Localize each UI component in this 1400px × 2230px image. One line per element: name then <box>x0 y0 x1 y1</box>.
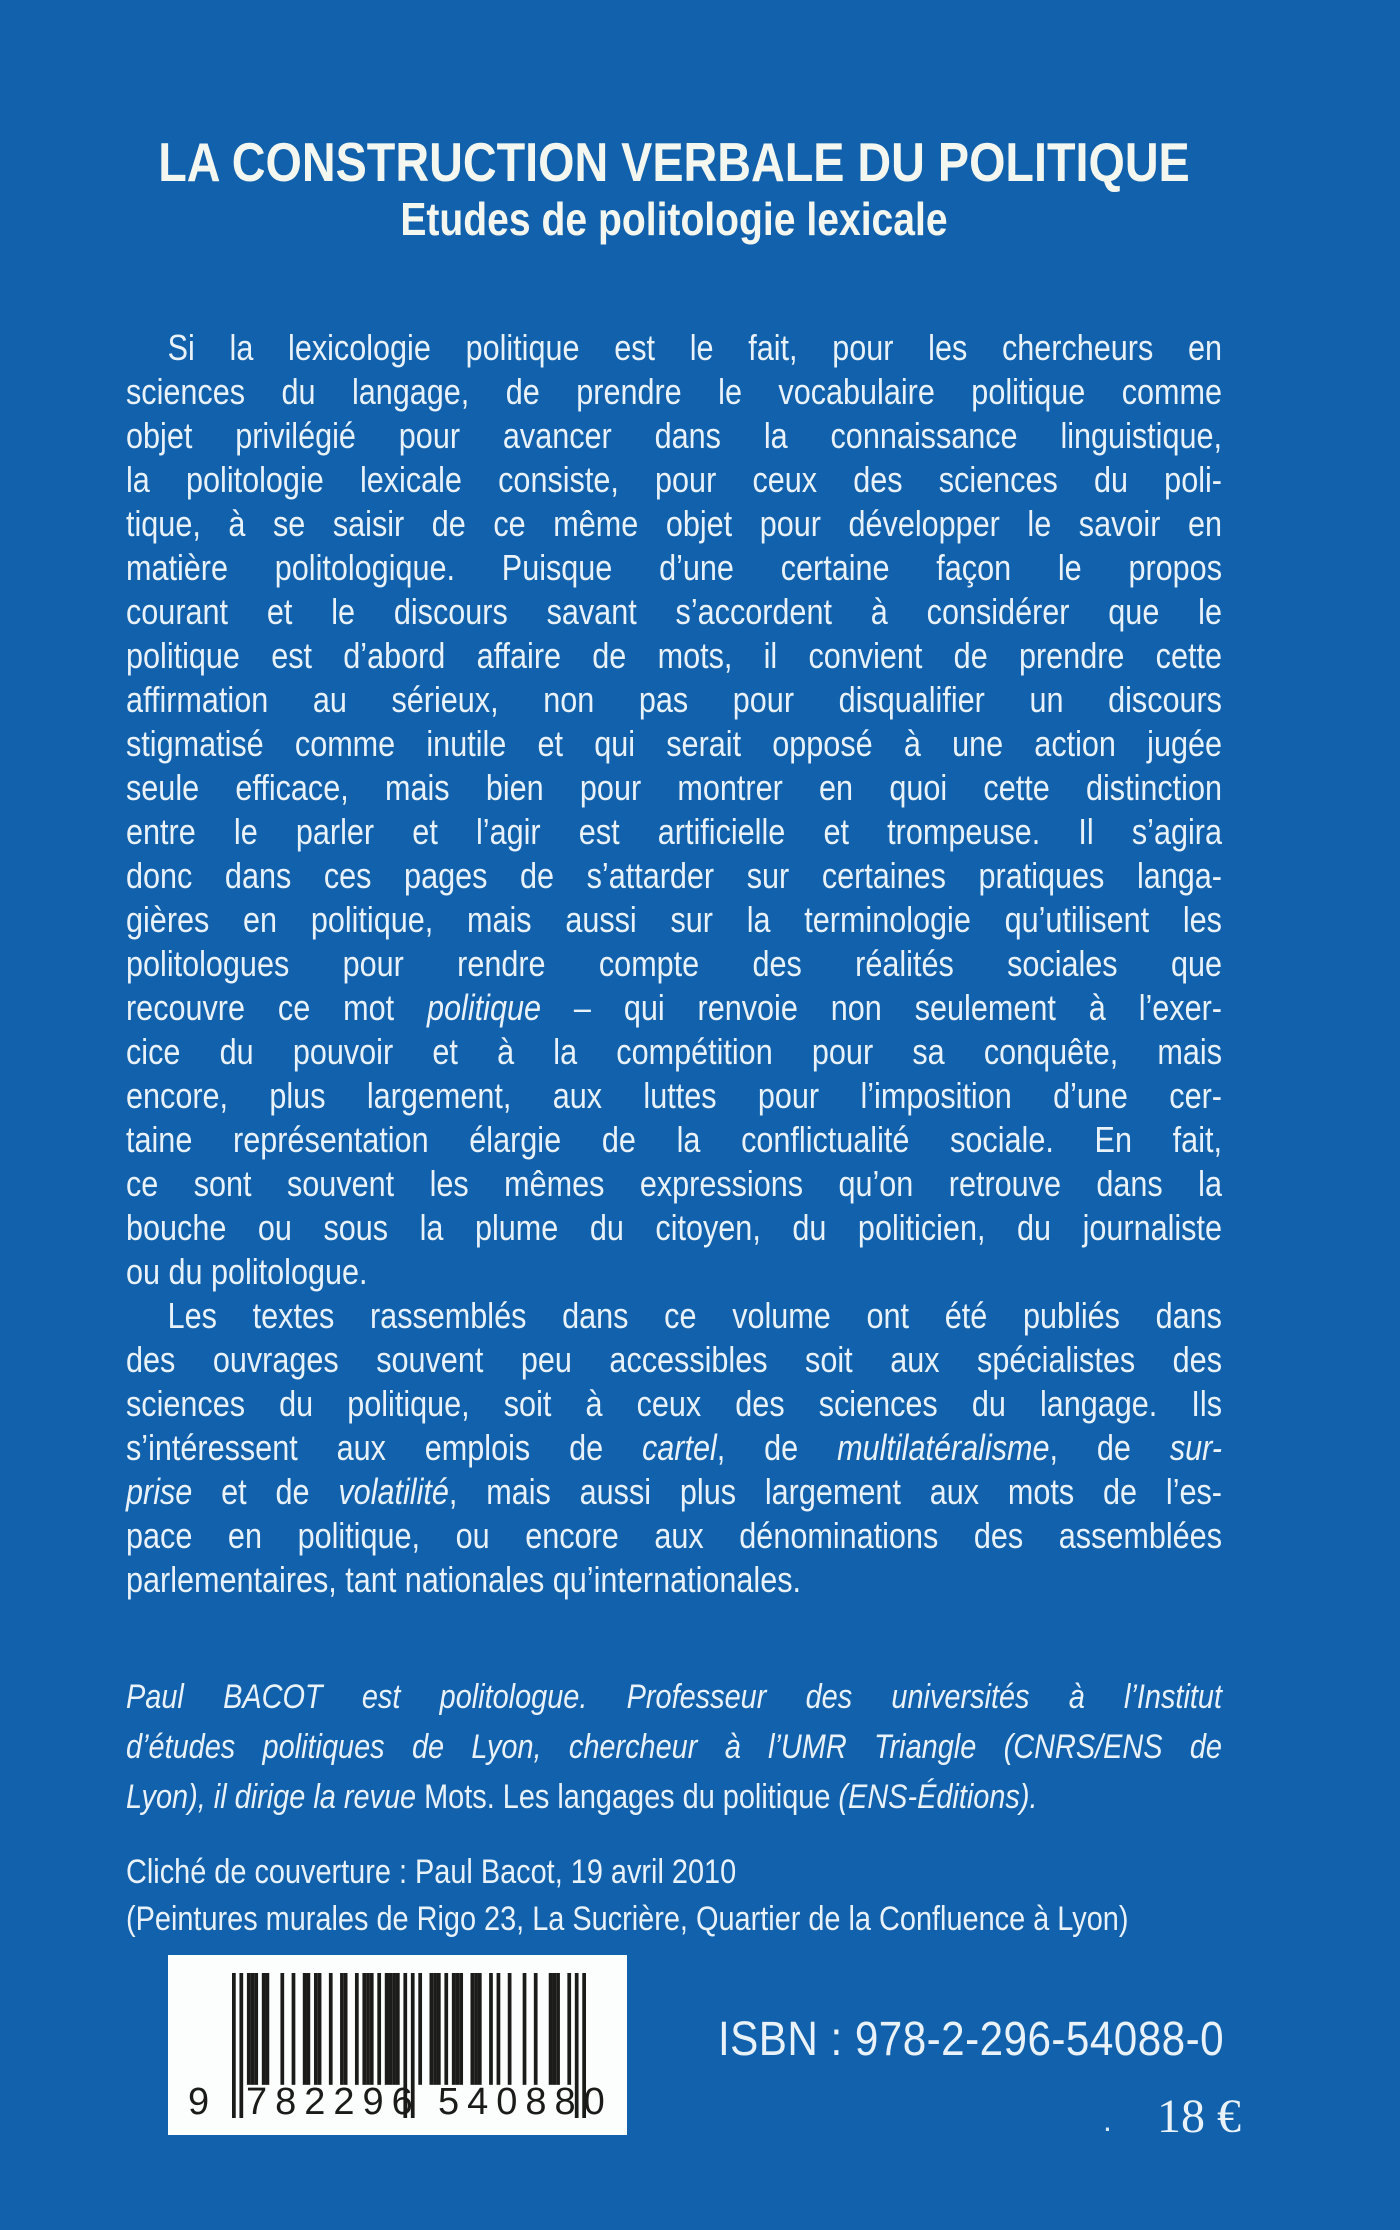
blurb-line: prise et de volatilité, mais aussi plus largement aux mots de l’es- <box>126 1471 1222 1512</box>
bio-line: Paul BACOT est politologue. Professeur des universités à l’Institut <box>126 1678 1222 1716</box>
blurb-line: seule efficace, mais bien pour montrer en quoi cette distinction <box>126 767 1222 808</box>
blurb-line: sciences du langage, de prendre le vocabulaire politique comme <box>126 371 1222 412</box>
blurb-line: stigmatisé comme inutile et qui serait opposé à une action jugée <box>126 723 1222 764</box>
blurb-line: politique est d’abord affaire de mots, il convient de prendre cette <box>126 635 1222 676</box>
blurb-line: Les textes rassemblés dans ce volume ont été publiés dans <box>167 1295 1222 1336</box>
blurb-line: ou du politologue. <box>126 1251 368 1292</box>
price-dot: . <box>1103 2102 1112 2138</box>
blurb-line: Si la lexicologie politique est le fait, pour les chercheurs en <box>167 327 1222 368</box>
blurb-line: taine représentation élargie de la conflictualité sociale. En fait, <box>126 1119 1222 1160</box>
blurb-line: politologues pour rendre compte des réalités sociales que <box>126 943 1222 984</box>
blurb-line: gières en politique, mais aussi sur la terminologie qu’utilisent les <box>126 899 1222 940</box>
blurb-line: courant et le discours savant s’accordent à considérer que le <box>126 591 1222 632</box>
blurb-line: encore, plus largement, aux luttes pour l’imposition d’une cer- <box>126 1075 1222 1116</box>
blurb-line: affirmation au sérieux, non pas pour disqualifier un discours <box>126 679 1222 720</box>
credit-line: Cliché de couverture : Paul Bacot, 19 avril 2010 <box>126 1853 737 1891</box>
author-bio <box>126 1672 1222 1822</box>
blurb-line: matière politologique. Puisque d’une certaine façon le propos <box>126 547 1222 588</box>
blurb-line: objet privilégié pour avancer dans la connaissance linguistique, <box>126 415 1222 456</box>
blurb-line: sciences du politique, soit à ceux des sciences du langage. Ils <box>126 1383 1222 1424</box>
barcode <box>168 1955 627 2135</box>
blurb-line: parlementaires, tant nationales qu’internationales. <box>126 1559 802 1600</box>
bio-line: d’études politiques de Lyon, chercheur à l’UMR Triangle (CNRS/ENS de <box>126 1728 1222 1766</box>
barcode-digits-group2: 540880 <box>438 2081 613 2123</box>
barcode-leading-digit: 9 <box>188 2081 210 2123</box>
cover-photo-credit <box>126 1849 1222 1943</box>
blurb-text <box>126 326 1222 1602</box>
blurb-line: s’intéressent aux emplois de cartel, de multilatéralisme, de sur- <box>126 1427 1222 1468</box>
credit-line: (Peintures murales de Rigo 23, La Sucrière, Quartier de la Confluence à Lyon) <box>126 1900 1129 1938</box>
blurb-line: ce sont souvent les mêmes expressions qu’on retrouve dans la <box>126 1163 1222 1204</box>
blurb-line: recouvre ce mot politique – qui renvoie non seulement à l’exer- <box>126 987 1222 1028</box>
blurb-line: pace en politique, ou encore aux dénominations des assemblées <box>126 1515 1222 1556</box>
book-title: LA CONSTRUCTION VERBALE DU POLITIQUE <box>158 131 1190 193</box>
blurb-line: donc dans ces pages de s’attarder sur certaines pratiques langa- <box>126 855 1222 896</box>
barcode-digits-group1: 782296 <box>246 2081 421 2123</box>
blurb-line: tique, à se saisir de ce même objet pour développer le savoir en <box>126 503 1222 544</box>
blurb-line: la politologie lexicale consiste, pour ceux des sciences du poli- <box>126 459 1222 500</box>
bio-line: Lyon), il dirige la revue Mots. Les langages du politique (ENS-Éditions). <box>126 1778 1038 1816</box>
blurb-line: des ouvrages souvent peu accessibles soit aux spécialistes des <box>126 1339 1222 1380</box>
book-subtitle: Etudes de politologie lexicale <box>400 193 948 245</box>
price-label: 18 € <box>1157 2090 1241 2143</box>
isbn-label: ISBN : 978-2-296-54088-0 <box>718 2013 1225 2066</box>
blurb-line: cice du pouvoir et à la compétition pour sa conquête, mais <box>126 1031 1222 1072</box>
blurb-line: bouche ou sous la plume du citoyen, du politicien, du journaliste <box>126 1207 1222 1248</box>
blurb-line: entre le parler et l’agir est artificielle et trompeuse. Il s’agira <box>126 811 1222 852</box>
